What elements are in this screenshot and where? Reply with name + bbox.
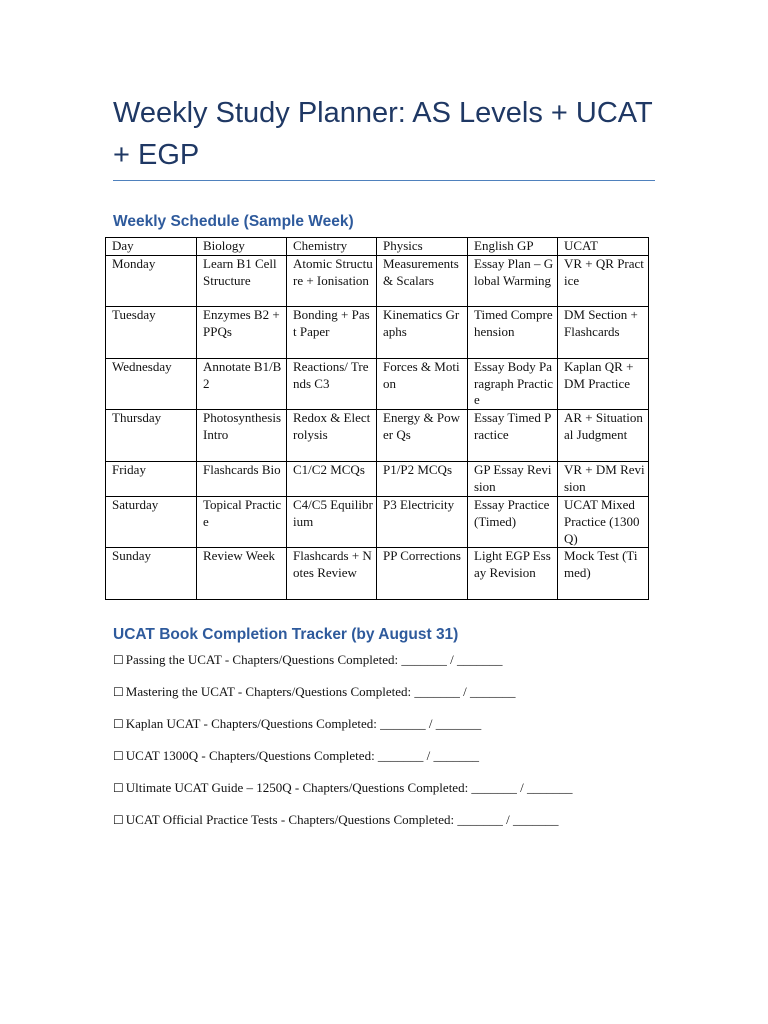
table-cell: Kaplan QR + DM Practice — [558, 359, 649, 410]
table-row — [106, 359, 649, 410]
tracker-item — [113, 810, 673, 842]
table-cell: DM Section + Flashcards — [558, 307, 649, 359]
table-header-cell: Chemistry — [287, 238, 377, 256]
table-cell: C4/C5 Equilibrium — [287, 497, 377, 548]
title-underline — [113, 180, 655, 181]
day-cell: Tuesday — [106, 307, 197, 359]
table-cell: Flashcards Bio — [197, 462, 287, 497]
checkbox-icon[interactable]: ☐ — [113, 717, 124, 731]
table-cell: VR + DM Revision — [558, 462, 649, 497]
table-header-cell: Physics — [377, 238, 468, 256]
table-cell: Energy & Power Qs — [377, 410, 468, 462]
tracker-item — [113, 682, 673, 714]
table-cell: Kinematics Graphs — [377, 307, 468, 359]
checkbox-icon[interactable]: ☐ — [113, 685, 124, 699]
table-header-cell: English GP — [468, 238, 558, 256]
table-cell: GP Essay Revision — [468, 462, 558, 497]
tracker-item-label: UCAT 1300Q - Chapters/Questions Completed: _______ / _______ — [125, 748, 480, 763]
tracker-item — [113, 714, 673, 746]
table-cell: Essay Body Paragraph Practice — [468, 359, 558, 410]
table-row — [106, 462, 649, 497]
table-cell: Measurements & Scalars — [377, 256, 468, 307]
checkbox-icon[interactable]: ☐ — [113, 781, 124, 795]
table-cell: P3 Electricity — [377, 497, 468, 548]
table-cell: Essay Practice (Timed) — [468, 497, 558, 548]
table-header-cell: Day — [106, 238, 197, 256]
table-cell: Topical Practice — [197, 497, 287, 548]
table-row — [106, 548, 649, 600]
table-cell: AR + Situational Judgment — [558, 410, 649, 462]
table-row — [106, 410, 649, 462]
checkbox-icon[interactable]: ☐ — [113, 813, 124, 827]
table-cell: Reactions/ Trends C3 — [287, 359, 377, 410]
table-cell: Annotate B1/B2 — [197, 359, 287, 410]
table-cell: C1/C2 MCQs — [287, 462, 377, 497]
schedule-heading: Weekly Schedule (Sample Week) — [113, 213, 354, 230]
day-cell: Monday — [106, 256, 197, 307]
day-cell: Saturday — [106, 497, 197, 548]
tracker-heading: UCAT Book Completion Tracker (by August 31) — [113, 626, 459, 643]
tracker-item-label: Ultimate UCAT Guide – 1250Q - Chapters/Questions Completed: _______ / _______ — [125, 780, 573, 795]
day-cell: Wednesday — [106, 359, 197, 410]
table-cell: Atomic Structure + Ionisation — [287, 256, 377, 307]
table-cell: P1/P2 MCQs — [377, 462, 468, 497]
checkbox-icon[interactable]: ☐ — [113, 749, 124, 763]
table-row — [106, 256, 649, 307]
table-row — [106, 307, 649, 359]
table-cell: Essay Timed Practice — [468, 410, 558, 462]
table-cell: Mock Test (Timed) — [558, 548, 649, 600]
table-cell: Enzymes B2 + PPQs — [197, 307, 287, 359]
table-cell: Essay Plan – Global Warming — [468, 256, 558, 307]
day-cell: Thursday — [106, 410, 197, 462]
table-cell: Flashcards + Notes Review — [287, 548, 377, 600]
table-cell: Bonding + Past Paper — [287, 307, 377, 359]
tracker-item-label: UCAT Official Practice Tests - Chapters/Questions Completed: _______ / _______ — [125, 812, 559, 827]
table-cell: Learn B1 Cell Structure — [197, 256, 287, 307]
tracker-item — [113, 778, 673, 810]
tracker-list — [113, 650, 673, 842]
checkbox-icon[interactable]: ☐ — [113, 653, 124, 667]
tracker-item-label: Mastering the UCAT - Chapters/Questions Completed: _______ / _______ — [125, 684, 516, 699]
table-cell: Timed Comprehension — [468, 307, 558, 359]
table-header-row — [106, 238, 649, 256]
table-cell: Review Week — [197, 548, 287, 600]
table-header-cell: Biology — [197, 238, 287, 256]
table-row — [106, 497, 649, 548]
tracker-item — [113, 650, 673, 682]
table-cell: Forces & Motion — [377, 359, 468, 410]
day-cell: Friday — [106, 462, 197, 497]
document-title: Weekly Study Planner: AS Levels + UCAT + EGP — [113, 97, 653, 171]
tracker-item-label: Kaplan UCAT - Chapters/Questions Completed: _______ / _______ — [125, 716, 482, 731]
table-cell: UCAT Mixed Practice (1300Q) — [558, 497, 649, 548]
tracker-item-label: Passing the UCAT - Chapters/Questions Completed: _______ / _______ — [125, 652, 503, 667]
table-cell: Photosynthesis Intro — [197, 410, 287, 462]
table-header-cell: UCAT — [558, 238, 649, 256]
day-cell: Sunday — [106, 548, 197, 600]
table-cell: Redox & Electrolysis — [287, 410, 377, 462]
table-cell: Light EGP Essay Revision — [468, 548, 558, 600]
table-cell: PP Corrections — [377, 548, 468, 600]
schedule-table — [105, 237, 649, 600]
tracker-item — [113, 746, 673, 778]
table-cell: VR + QR Practice — [558, 256, 649, 307]
